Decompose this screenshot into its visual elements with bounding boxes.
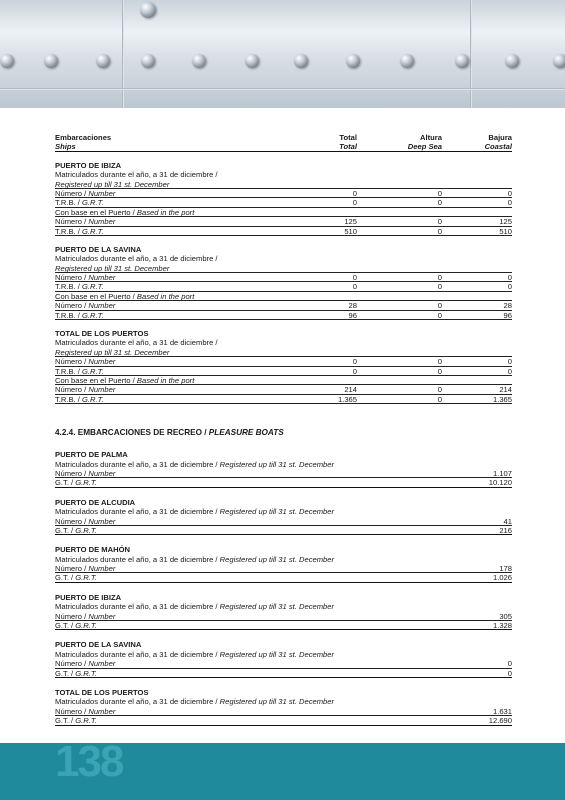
rivet-icon xyxy=(245,54,259,68)
registered-note-en: Registered up till 31 st. December xyxy=(219,649,335,659)
row-label-en: Number xyxy=(88,516,116,526)
based-en: Based in the port xyxy=(136,207,195,217)
row-label-en: G.R.T. xyxy=(75,525,97,535)
row-label-es: Número / xyxy=(55,564,89,574)
cell-altura: 0 xyxy=(437,394,442,404)
row-label-es: T.R.B. / xyxy=(55,366,83,376)
col-altura-es: Altura xyxy=(420,133,442,142)
pleasure-port-section xyxy=(55,498,512,536)
based-en: Based in the port xyxy=(136,375,195,385)
row-label-es: Número / xyxy=(55,468,89,478)
row-label-en: G.R.T. xyxy=(75,716,97,726)
registered-note-en: Registered up till 31 st. December xyxy=(219,507,335,517)
cell-total: 96 xyxy=(348,310,357,320)
statistics-content xyxy=(55,133,512,726)
row-label-en: Number xyxy=(88,217,116,227)
registered-note-es: Matriculados durante el año, a 31 de diciembre / xyxy=(55,697,220,707)
row-label-es: Número / xyxy=(55,188,89,198)
table-row xyxy=(55,311,512,320)
pleasure-port-section xyxy=(55,450,512,488)
cell-bajura: 96 xyxy=(503,310,512,320)
cell-total: 1.365 xyxy=(337,394,357,404)
row-label-en: Number xyxy=(88,385,116,395)
riveted-metal-banner xyxy=(0,0,565,108)
row-label xyxy=(55,669,432,678)
cell-number: 0 xyxy=(507,659,512,669)
cell-number: 178 xyxy=(499,564,512,574)
port-name xyxy=(55,161,512,170)
table-row xyxy=(55,198,512,207)
based-in-port-note xyxy=(55,208,512,217)
table-row xyxy=(55,526,512,535)
cell-bajura: 0 xyxy=(507,366,512,376)
cell-bajura: 214 xyxy=(499,385,512,395)
row-label-es: G.T. / xyxy=(55,525,76,535)
cell-total: 0 xyxy=(352,188,357,198)
cell-bajura: 28 xyxy=(503,301,512,311)
row-label-es: Número / xyxy=(55,301,89,311)
col-ships-en: Ships xyxy=(55,142,76,152)
registered-note-en: Registered up till 31 st. December xyxy=(55,264,512,273)
registered-note xyxy=(55,555,512,564)
row-label xyxy=(55,659,432,668)
row-label xyxy=(55,469,432,478)
registered-note-en: Registered up till 31 st. December xyxy=(55,180,512,189)
cell-gt: 1.026 xyxy=(492,573,512,583)
row-label-en: Number xyxy=(88,273,116,283)
cell-total: 0 xyxy=(352,366,357,376)
cell-gt: 0 xyxy=(507,668,512,678)
cell-total: 0 xyxy=(352,357,357,367)
row-label-en: G.R.T. xyxy=(82,282,104,292)
row-label-en: Number xyxy=(88,301,116,311)
port-name-label: PUERTO DE LA SAVINA xyxy=(55,244,142,254)
based-in-port-note xyxy=(55,376,512,385)
table-row xyxy=(55,659,512,668)
row-label xyxy=(55,517,432,526)
cell-total: 510 xyxy=(344,226,357,236)
row-label-es: G.T. / xyxy=(55,478,76,488)
row-label xyxy=(55,385,257,394)
cell-number: 41 xyxy=(503,516,512,526)
based-en: Based in the port xyxy=(136,291,195,301)
row-label-es: Número / xyxy=(55,357,89,367)
row-label-en: G.R.T. xyxy=(82,226,104,236)
cell-number: 305 xyxy=(499,611,512,621)
row-label xyxy=(55,707,432,716)
cell-gt: 1.328 xyxy=(492,621,512,631)
port-name: PUERTO DE LA SAVINA xyxy=(55,640,142,650)
cell-gt: 12.690 xyxy=(488,716,512,726)
row-label-en: Number xyxy=(88,611,116,621)
registered-note-en: Registered up till 31 st. December xyxy=(219,697,335,707)
registered-note-en: Registered up till 31 st. December xyxy=(219,554,335,564)
table-row xyxy=(55,573,512,582)
cell-total: 28 xyxy=(348,301,357,311)
row-label-en: G.R.T. xyxy=(75,621,97,631)
port-name xyxy=(55,329,512,338)
cell-gt: 10.120 xyxy=(488,478,512,488)
cell-altura: 0 xyxy=(437,310,442,320)
based-es: Con base en el Puerto / xyxy=(55,207,137,217)
based-es: Con base en el Puerto / xyxy=(55,291,137,301)
row-label-es: G.T. / xyxy=(55,621,76,631)
based-in-port-note xyxy=(55,292,512,301)
registered-note xyxy=(55,602,512,611)
banner-seam xyxy=(0,88,565,90)
row-label-es: T.R.B. / xyxy=(55,226,83,236)
row-label-es: Número / xyxy=(55,659,89,669)
registered-note-es: Matriculados durante el año, a 31 de diciembre / xyxy=(55,254,218,264)
row-label-es: Número / xyxy=(55,706,89,716)
pleasure-port-section xyxy=(55,688,512,726)
cell-altura: 0 xyxy=(437,385,442,395)
port-name: PUERTO DE PALMA xyxy=(55,450,128,460)
row-label-en: G.R.T. xyxy=(75,668,97,678)
row-label-en: G.R.T. xyxy=(82,198,104,208)
row-label-es: T.R.B. / xyxy=(55,198,83,208)
row-label-en: G.R.T. xyxy=(75,478,97,488)
registered-note-en: Registered up till 31 st. December xyxy=(219,459,335,469)
col-ships-es: Embarcaciones xyxy=(55,133,112,142)
row-label xyxy=(55,367,257,376)
table-row xyxy=(55,357,512,366)
port-section xyxy=(55,245,512,320)
port-section xyxy=(55,161,512,236)
table-row xyxy=(55,301,512,310)
table-row xyxy=(55,621,512,630)
row-label xyxy=(55,573,432,582)
rivet-icon xyxy=(192,54,206,68)
row-label xyxy=(55,564,432,573)
row-label xyxy=(55,526,432,535)
cell-total: 0 xyxy=(352,198,357,208)
row-label-es: Número / xyxy=(55,217,89,227)
based-es: Con base en el Puerto / xyxy=(55,375,137,385)
cell-total: 0 xyxy=(352,273,357,283)
rivet-icon xyxy=(140,2,156,18)
cell-number: 1.107 xyxy=(492,468,512,478)
col-altura-en: Deep Sea xyxy=(407,142,442,152)
row-label-en: Number xyxy=(88,564,116,574)
cell-altura: 0 xyxy=(437,273,442,283)
registered-note-es: Matriculados durante el año, a 31 de diciembre / xyxy=(55,554,220,564)
row-label xyxy=(55,311,257,320)
table-row xyxy=(55,517,512,526)
row-label-es: T.R.B. / xyxy=(55,310,83,320)
rivet-icon xyxy=(44,54,58,68)
row-label xyxy=(55,217,257,226)
cell-altura: 0 xyxy=(437,366,442,376)
registered-note-es: Matriculados durante el año, a 31 de diciembre / xyxy=(55,170,218,180)
row-label-es: G.T. / xyxy=(55,668,76,678)
rivet-icon xyxy=(400,54,414,68)
port-name: TOTAL DE LOS PUERTOS xyxy=(55,687,149,697)
registered-note-es: Matriculados durante el año, a 31 de diciembre / xyxy=(55,338,218,348)
table-row xyxy=(55,227,512,236)
row-label-en: Number xyxy=(88,357,116,367)
row-label xyxy=(55,198,257,207)
section-title-en: PLEASURE BOATS xyxy=(208,428,284,438)
row-label-es: G.T. / xyxy=(55,573,76,583)
registered-note xyxy=(55,507,512,516)
table-row xyxy=(55,385,512,394)
row-label-es: G.T. / xyxy=(55,716,76,726)
row-label-es: T.R.B. / xyxy=(55,394,83,404)
table-row xyxy=(55,282,512,291)
registered-note xyxy=(55,650,512,659)
rivet-icon xyxy=(0,54,14,68)
row-label xyxy=(55,621,432,630)
col-total-en: Total xyxy=(339,142,357,152)
section-title-es: 4.2.4. EMBARCACIONES DE RECREO / xyxy=(55,428,209,438)
cell-altura: 0 xyxy=(437,226,442,236)
cell-altura: 0 xyxy=(437,188,442,198)
cell-bajura: 125 xyxy=(499,217,512,227)
row-label xyxy=(55,301,257,310)
pleasure-port-section xyxy=(55,593,512,631)
row-label-es: Número / xyxy=(55,273,89,283)
col-bajura-en: Coastal xyxy=(484,142,512,152)
port-name-label: TOTAL DE LOS PUERTOS xyxy=(55,329,149,339)
rivet-icon xyxy=(294,54,308,68)
cell-gt: 216 xyxy=(499,525,512,535)
registered-note xyxy=(55,697,512,706)
cell-number: 1.631 xyxy=(492,706,512,716)
cell-total: 125 xyxy=(344,217,357,227)
rivet-icon xyxy=(553,54,565,68)
port-name xyxy=(55,245,512,254)
row-label xyxy=(55,189,257,198)
row-label-en: G.R.T. xyxy=(75,573,97,583)
table-row xyxy=(55,273,512,282)
cell-bajura: 510 xyxy=(499,226,512,236)
cell-bajura: 0 xyxy=(507,357,512,367)
table-row xyxy=(55,189,512,198)
row-label xyxy=(55,478,432,487)
pleasure-port-section xyxy=(55,640,512,678)
row-label-es: Número / xyxy=(55,611,89,621)
cell-altura: 0 xyxy=(437,282,442,292)
row-label-en: Number xyxy=(88,188,116,198)
row-label xyxy=(55,273,257,282)
table-header xyxy=(55,133,512,152)
col-total-es: Total xyxy=(339,133,357,142)
port-name: PUERTO DE IBIZA xyxy=(55,592,122,602)
row-label xyxy=(55,227,257,236)
cell-altura: 0 xyxy=(437,198,442,208)
table-row xyxy=(55,217,512,226)
cell-bajura: 0 xyxy=(507,282,512,292)
cell-altura: 0 xyxy=(437,357,442,367)
port-name-label: PUERTO DE IBIZA xyxy=(55,160,122,170)
rivet-icon xyxy=(141,54,155,68)
rivet-icon xyxy=(505,54,519,68)
row-label xyxy=(55,612,432,621)
pleasure-port-section xyxy=(55,545,512,583)
banner-seam xyxy=(470,0,472,108)
registered-note-es: Matriculados durante el año, a 31 de diciembre / xyxy=(55,649,220,659)
port-name: PUERTO DE ALCUDIA xyxy=(55,497,136,507)
row-label-en: G.R.T. xyxy=(82,310,104,320)
registered-note-en: Registered up till 31 st. December xyxy=(55,348,512,357)
table-row xyxy=(55,395,512,404)
port-section xyxy=(55,329,512,404)
cell-bajura: 0 xyxy=(507,188,512,198)
rivet-icon xyxy=(96,54,110,68)
section-title-pleasure-boats xyxy=(55,428,512,440)
row-label-es: Número / xyxy=(55,385,89,395)
table-row xyxy=(55,469,512,478)
table-row xyxy=(55,478,512,487)
registered-note xyxy=(55,460,512,469)
row-label-en: G.R.T. xyxy=(82,366,104,376)
table-row xyxy=(55,367,512,376)
cell-bajura: 0 xyxy=(507,198,512,208)
registered-note-es: Matriculados durante el año, a 31 de diciembre / xyxy=(55,602,220,612)
cell-total: 214 xyxy=(344,385,357,395)
row-label xyxy=(55,357,257,366)
row-label-es: T.R.B. / xyxy=(55,282,83,292)
registered-note-es: Matriculados durante el año, a 31 de diciembre / xyxy=(55,459,220,469)
cell-bajura: 1.365 xyxy=(492,394,512,404)
col-bajura-es: Bajura xyxy=(488,133,512,142)
table-row xyxy=(55,707,512,716)
table-row xyxy=(55,564,512,573)
row-label xyxy=(55,282,257,291)
cell-bajura: 0 xyxy=(507,273,512,283)
row-label-en: G.R.T. xyxy=(82,394,104,404)
cell-total: 0 xyxy=(352,282,357,292)
table-row xyxy=(55,669,512,678)
row-label xyxy=(55,716,432,725)
row-label xyxy=(55,395,257,404)
cell-altura: 0 xyxy=(437,301,442,311)
rivet-icon xyxy=(346,54,360,68)
row-label-es: Número / xyxy=(55,516,89,526)
registered-note-es: Matriculados durante el año, a 31 de diciembre / xyxy=(55,507,220,517)
row-label-en: Number xyxy=(88,468,116,478)
table-row xyxy=(55,716,512,725)
page-number: 138 xyxy=(55,737,123,786)
port-name: PUERTO DE MAHÓN xyxy=(55,545,130,555)
row-label-en: Number xyxy=(88,706,116,716)
rivet-icon xyxy=(455,54,469,68)
registered-note-en: Registered up till 31 st. December xyxy=(219,602,335,612)
row-label-en: Number xyxy=(88,659,116,669)
table-row xyxy=(55,612,512,621)
banner-seam xyxy=(122,0,124,108)
cell-altura: 0 xyxy=(437,217,442,227)
